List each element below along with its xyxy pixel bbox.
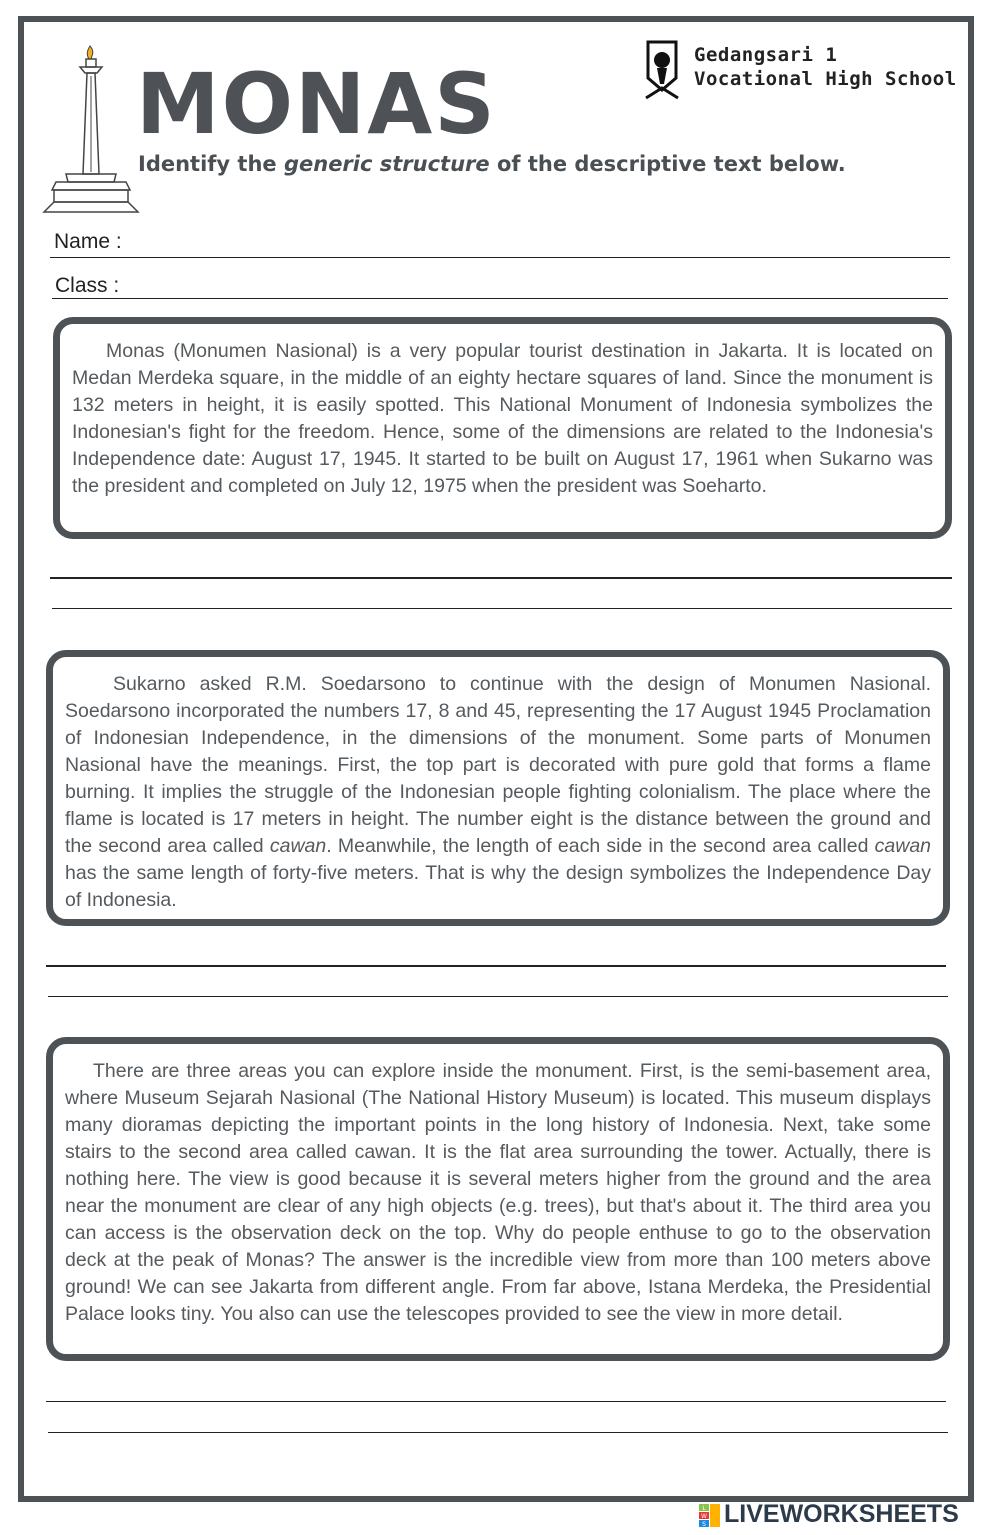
brand-logo-letter-s: S [702,1521,706,1528]
brand-logo-letter-w: W [701,1513,707,1520]
school-name-line2: Vocational High School [694,68,957,90]
brand-logo-letter-l: L [702,1505,706,1512]
brand-text: LIVEWORKSHEETS [724,1500,959,1528]
paragraph-3: There are three areas you can explore inside the monument. First, is the semi-basement area, where Museum Sejarah Nasional (The National History Museum) is located. This museum displays many dioramas depicting the important points in the long history of Indonesia. Next, take some stairs to the second area called cawan. It is the flat area surrounding the tower. Actually, there is nothing here. The view is good because it is several meters higher from the ground and the area near the monument are clear of any high objects (e.g. trees), but that's about it. The third area you can access is the observation deck on the top. Why do people enthuse to go to the observation deck at the peak of Monas? The answer is the incredible view from more than 100 meters above ground! We can see Jakarta from different angle. From far above, Istana Merdeka, the Presidential Palace looks tiny. You also can use the telescopes provided to see the view in more detail. [65,1060,931,1325]
term-cawan-1: cawan [269,835,327,857]
term-cawan-2: cawan [874,835,932,857]
class-answer-line[interactable] [52,298,948,299]
liveworksheets-brand[interactable] [698,1500,996,1532]
paragraph-2 [65,671,931,914]
answer-line-3b[interactable] [48,1432,948,1433]
answer-line-2b[interactable] [48,996,948,997]
name-label: Name : [54,230,122,253]
instruction [138,152,846,176]
paragraph-box-3 [46,1037,950,1361]
paragraph-2-part-a: Sukarno asked R.M. Soedarsono to continue with the design of Monumen Nasional. Soedarsono incorporated the numbers 17, 8 and 45, representing the 17 August 1945 Proclamation of Indonesian Independence, in the dimensions of the monument. Some parts of Monumen Nasional have the meanings. First, the top part is decorated with pure gold that forms a flame burning. It implies the struggle of the Indonesian people fighting colonialism. The place where the flame is located is 17 meters in height. The number eight is the distance between the ground and the second area called [65,673,931,857]
paragraph-1: Monas (Monumen Nasional) is a very popular tourist destination in Jakarta. It is located on Medan Merdeka square, in the middle of an eighty hectare squares of land. Since the monument is 132 meters in height, it is easily spotted. This National Monument of Indonesia symbolizes the Indonesian's fight for the freedom. Hence, some of the dimensions are related to the Indonesia's Independence date: August 17, 1945. It started to be built on August 17, 1961 when Sukarno was the president and completed on July 12, 1975 when the president was Soeharto. [72,340,933,497]
monas-monument-icon [42,44,142,216]
paragraph-2-part-b: . Meanwhile, the length of each side in the second area called [326,835,875,857]
answer-line-3a[interactable] [46,1401,946,1402]
paragraph-2-part-c: has the same length of forty-five meters. That is why the design symbolizes the Independence Day of Indonesia. [65,862,931,911]
paragraph-box-1 [53,317,952,539]
school-name-line1: Gedangsari 1 [694,44,838,66]
instruction-suffix: of the descriptive text below. [489,152,846,176]
class-label: Class : [55,274,120,297]
answer-line-1b[interactable] [52,608,952,609]
paragraph-box-2 [46,650,950,926]
instruction-emphasis: generic structure [283,152,490,176]
name-answer-line[interactable] [50,257,950,258]
liveworksheets-logo-icon [698,1503,722,1529]
answer-line-1a[interactable] [50,577,952,579]
answer-line-2a[interactable] [46,965,946,967]
school-logo-icon [642,38,682,100]
school-header [642,38,972,102]
page-title: MONAS [136,55,497,153]
instruction-prefix: Identify the [138,152,284,176]
